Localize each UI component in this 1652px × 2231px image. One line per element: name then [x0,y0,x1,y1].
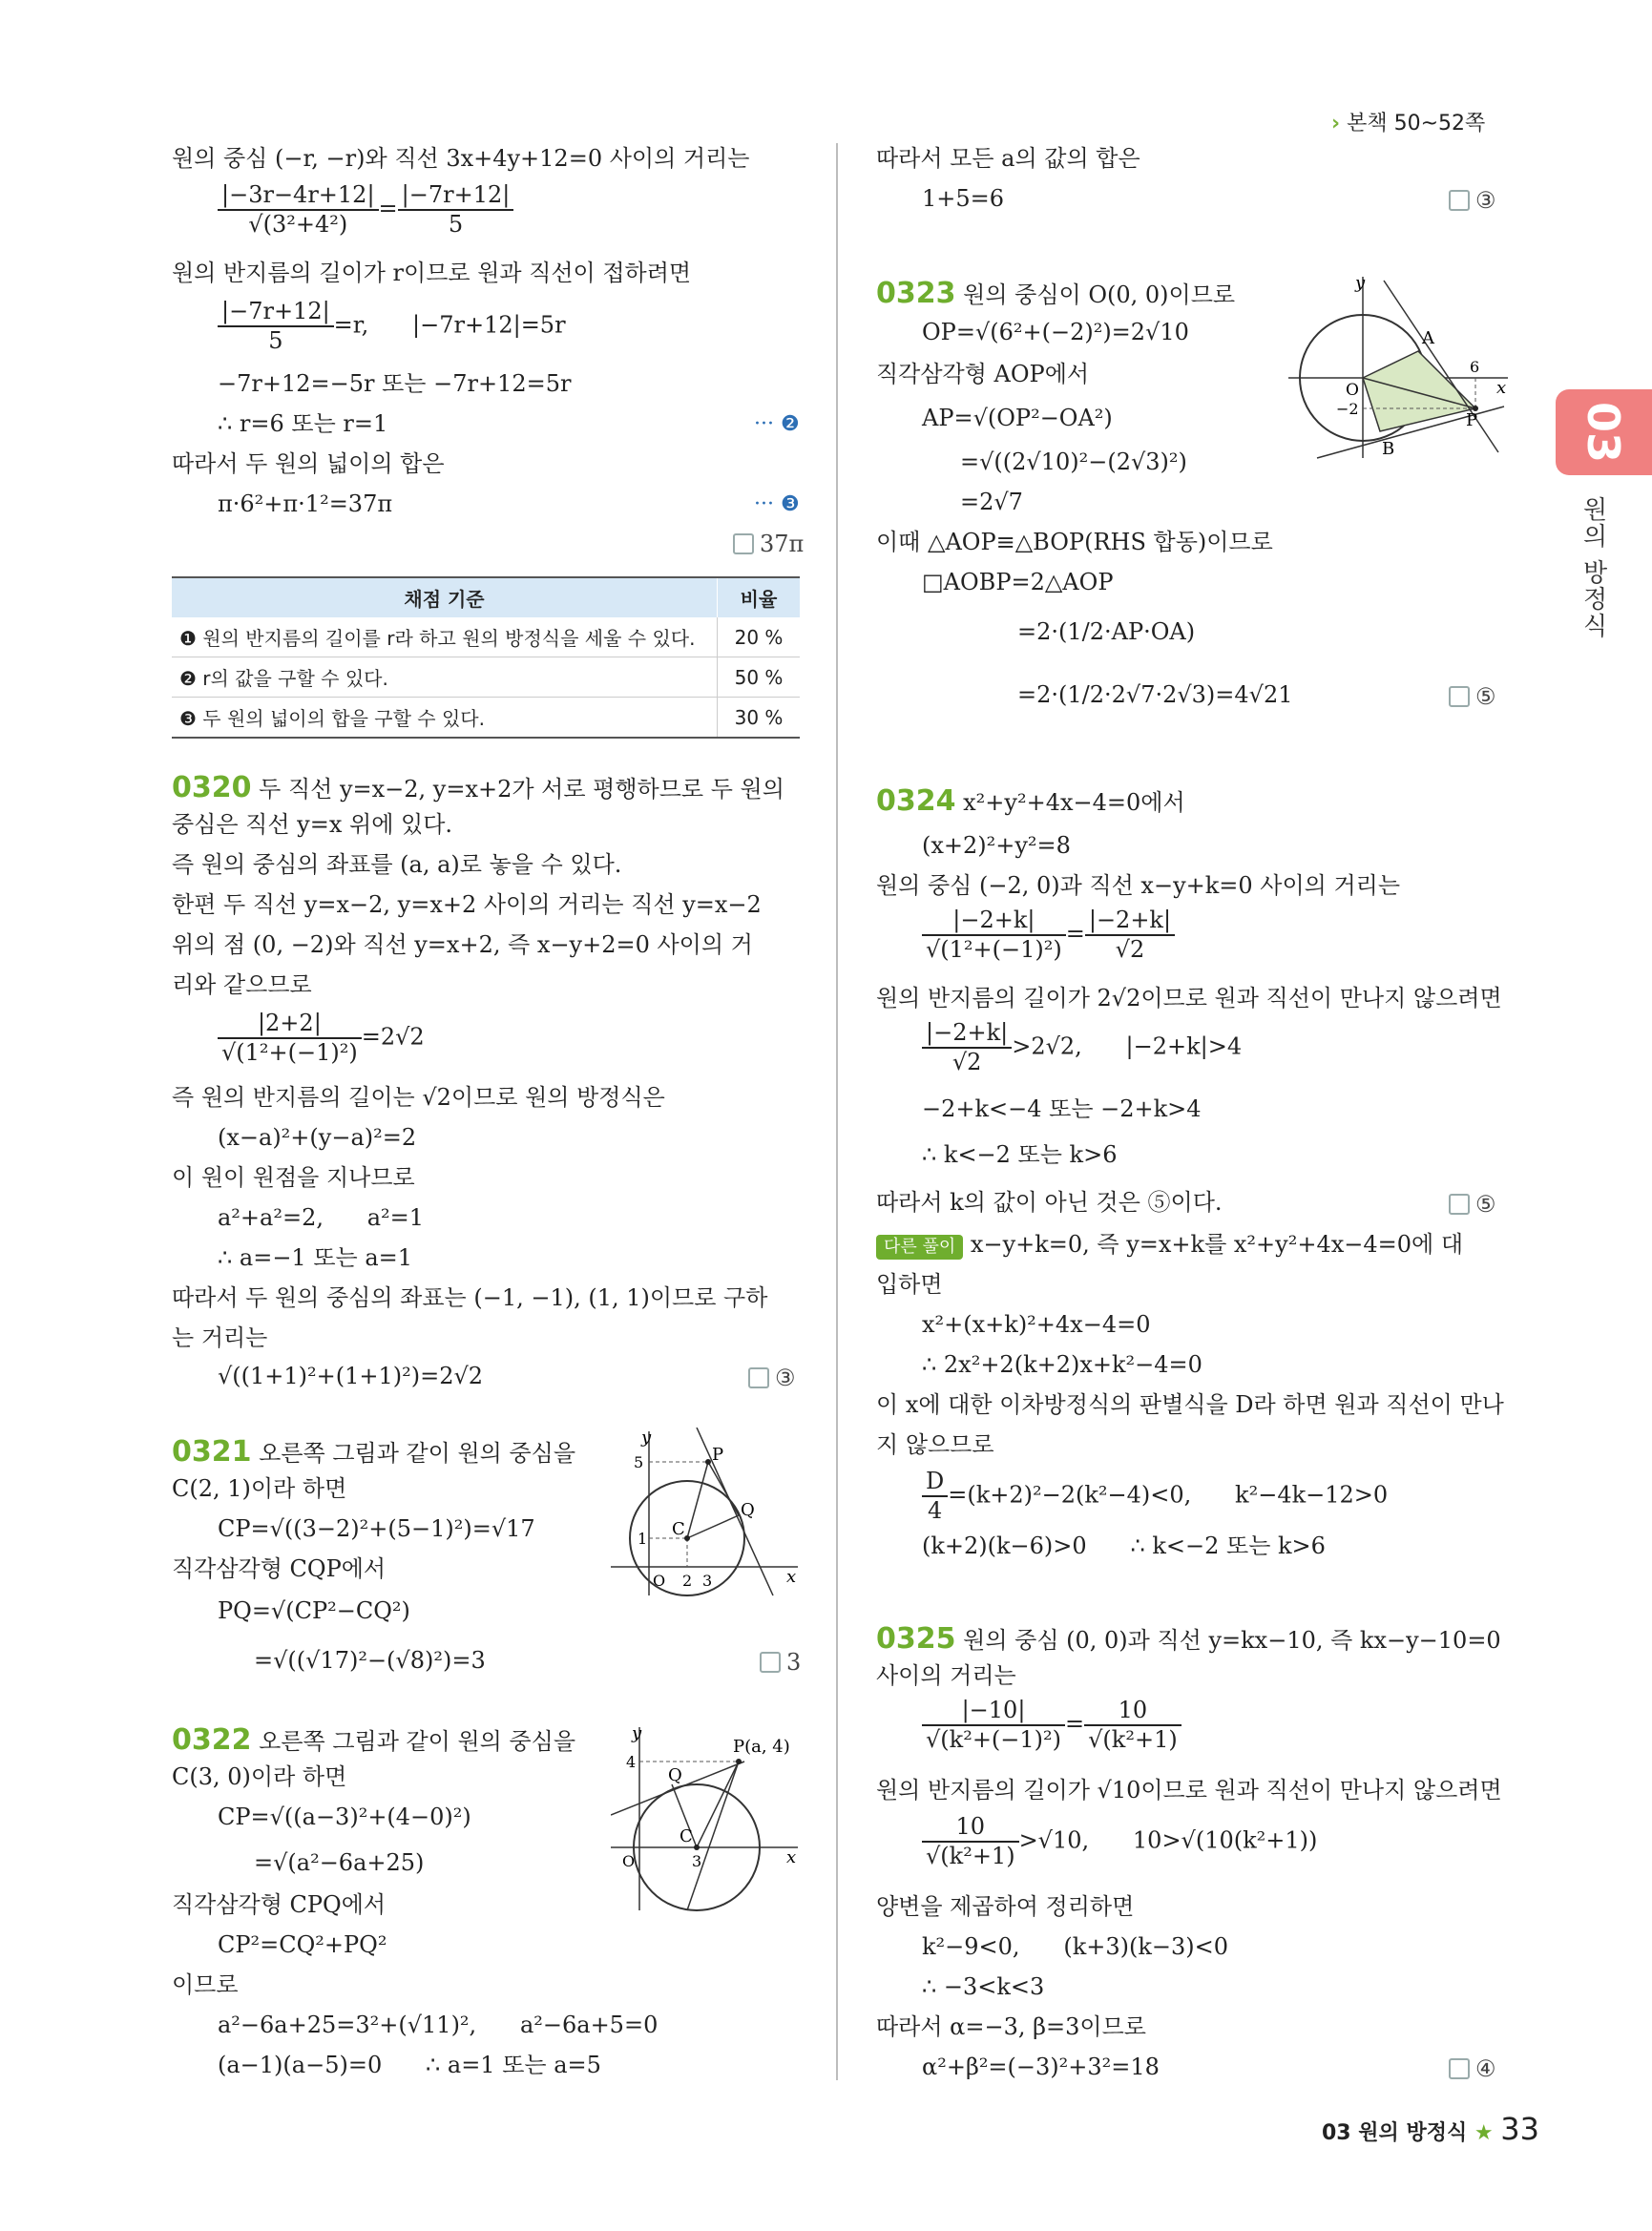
fraction: $\frac{|-7r+12|}{5}$ [218,298,334,355]
book-page-reference [1331,107,1485,136]
fraction: $\frac{|-2+k|}{\text{√(1²+(−1)²)}}$ [922,907,1066,964]
text-line: PQ=√(CP²−CQ²) [218,1597,410,1624]
text-line: =√((√17)²−(√8)²)=3 [254,1647,486,1674]
fraction: $\frac{10}{\text{√(k²+1)}}$ [1084,1697,1181,1754]
fraction: $\frac{10}{\text{√(k²+1)}}$ [922,1813,1019,1870]
text-line: 원의 중심 (−2, 0)과 직선 x−y+k=0 사이의 거리는 [876,872,1401,899]
axis-x-label: x [786,1567,797,1587]
text-line: 원의 중심 (−r, −r)와 직선 3x+4y+12=0 사이의 거리는 [172,145,750,172]
problem-0322: 0322 오른쪽 그림과 같이 원의 중심을 [172,1723,576,1757]
text-line: 따라서 모든 a의 값의 합은 [876,145,1140,172]
text-line: ∴ −3<k<3 [922,1973,1045,2000]
fraction: $\frac{|-7r+12|}{5}$ [398,181,514,239]
problem-0323: 0323 원의 중심이 O(0, 0)이므로 [876,277,1236,310]
text-line: ∴ r=6 또는 r=1 [218,410,388,437]
text-line: 직각삼각형 CPQ에서 [172,1891,387,1918]
problem-0320: 0320 두 직선 y=x−2, y=x+2가 서로 평행하므로 두 원의 [172,771,784,804]
point-label: P(a, 4) [733,1737,790,1757]
answer-icon [1449,1194,1470,1215]
page-reference-text: 본책 50~52쪽 [1347,112,1486,136]
point-label: Q [668,1765,682,1785]
text-line: =2·(1/2·2√7·2√3)=4√21 [1017,681,1293,708]
fraction-line: $\frac{10}{\text{√(k²+1)}}$ >√10, 10>√(10(k²+1)) [922,1813,1317,1870]
text-line: 한편 두 직선 y=x−2, y=x+2 사이의 거리는 직선 y=x−2 [172,891,762,918]
fraction-line: $\frac{|-2+k|}{\text{√(1²+(−1)²)}}$ = $\frac{|-2+k|}{√2}$ [922,907,1175,964]
text-line: =√((2√10)²−(2√3)²) [960,448,1187,475]
alternative-solution: 다른 풀이 x−y+k=0, 즉 y=x+k를 x²+y²+4x−4=0에 대 [876,1231,1463,1260]
point-label: A [1422,328,1434,348]
text-line: =2√7 [960,489,1023,515]
answer: ④ [1449,2055,1496,2083]
text-line: 사이의 거리는 [876,1662,1016,1689]
tick-label: 3 [702,1572,713,1590]
tick-label: 4 [626,1753,637,1771]
text-line: k²−9<0, (k+3)(k−3)<0 [922,1933,1228,1960]
tick-label: −2 [1336,400,1359,418]
text-line: 직각삼각형 AOP에서 [876,361,1090,387]
answer: ⑤ [1449,1191,1496,1219]
axis-x-label: x [1496,378,1507,398]
fraction-line: $\frac{|-10|}{\text{√(k²+(−1)²)}}$ = $\frac{10}{\text{√(k²+1)}}$ [922,1697,1181,1754]
chapter-title-vertical: 원의 방정식 [1579,496,1607,640]
text-line: (k+2)(k−6)>0 ∴ k<−2 또는 k>6 [922,1533,1326,1559]
problem-number: 0322 [172,1723,252,1757]
problem-number: 0321 [172,1435,252,1469]
point-label: P [712,1445,724,1465]
answer-icon [760,1652,781,1673]
point-label: P [1466,410,1478,430]
axis-y-label: y [1355,273,1366,293]
answer: 3 [760,1649,801,1677]
chapter-number: 03 [1578,401,1630,464]
axis-y-label: y [632,1723,642,1743]
text-line: 이 x에 대한 이차방정식의 판별식을 D라 하면 원과 직선이 만나 [876,1391,1504,1418]
text-line: 는 거리는 [172,1324,268,1351]
point-label: B [1382,439,1395,459]
fraction-line: $\frac{|2+2|}{\text{√(1²+(−1)²)}}$ =2√2 [218,1010,425,1067]
answer-icon [1449,686,1470,707]
text-line: x²+(x+k)²+4x−4=0 [922,1311,1151,1338]
problem-number: 0324 [876,784,956,818]
text-line: 따라서 k의 값이 아닌 것은 ⑤이다. [876,1189,1223,1216]
text-line: (a−1)(a−5)=0 ∴ a=1 또는 a=5 [218,2052,601,2078]
answer-icon [1449,2058,1470,2079]
figure-0323 [1288,271,1512,462]
table-row: ❶ 원의 반지름의 길이를 r라 하고 원의 방정식을 세울 수 있다. 20 % [172,617,800,657]
fraction-line: $\frac{D}{4}$ =(k+2)²−2(k²−4)<0, k²−4k−12>0 [922,1468,1388,1525]
text-line: ∴ 2x²+2(k+2)x+k²−4=0 [922,1351,1202,1378]
text-line: a²−6a+25=3²+(√11)², a²−6a+5=0 [218,2012,659,2038]
fraction-line: $\frac{|-2+k|}{√2}$ >2√2, |−2+k|>4 [922,1019,1242,1076]
text-line: (x+2)²+y²=8 [922,832,1071,859]
figure-0321 [611,1428,802,1599]
chevron-right-icon: › [1331,112,1341,136]
text-line: −7r+12=−5r 또는 −7r+12=5r [218,370,572,397]
answer-icon [748,1367,769,1388]
text-line: 1+5=6 [922,185,1005,212]
table-row: ❷ r의 값을 구할 수 있다. 50 % [172,657,800,698]
problem-0324: 0324 x²+y²+4x−4=0에서 [876,784,1185,818]
text-line: 양변을 제곱하여 정리하면 [876,1893,1135,1920]
figure-0322 [611,1723,802,1914]
text-line: 위의 점 (0, −2)와 직선 y=x+2, 즉 x−y+2=0 사이의 거 [172,931,753,958]
fraction: $\frac{D}{4}$ [922,1468,948,1525]
text-line: 원의 반지름의 길이가 2√2이므로 원과 직선이 만나지 않으려면 [876,985,1502,1011]
text-line: 중심은 직선 y=x 위에 있다. [172,811,453,838]
alternative-solution-badge: 다른 풀이 [876,1235,963,1260]
fraction: $\frac{|-2+k|}{√2}$ [1085,907,1175,964]
problem-0321: 0321 오른쪽 그림과 같이 원의 중심을 [172,1435,576,1469]
tick-label: 3 [692,1852,702,1870]
answer: 37π [733,531,804,558]
answer: ③ [1449,187,1496,215]
text-line: C(2, 1)이라 하면 [172,1475,347,1502]
text-line: AP=√(OP²−OA²) [922,405,1113,431]
page-number: 33 [1500,2111,1539,2147]
star-icon: ★ [1474,2121,1494,2145]
text-line: CP=√((a−3)²+(4−0)²) [218,1804,471,1830]
text-line: ∴ k<−2 또는 k>6 [922,1141,1118,1168]
column-divider [836,143,838,2080]
fraction-line: $\frac{|-7r+12|}{5}$ =r, |−7r+12|=5r [218,298,566,355]
text-line: 따라서 두 원의 넓이의 합은 [172,450,445,477]
rubric-header-criteria: 채점 기준 [172,577,718,617]
tick-label: 1 [638,1530,648,1548]
text-line: 리와 같으므로 [172,971,312,998]
text-line: =2·(1/2·AP·OA) [1017,618,1196,645]
text-line: OP=√(6²+(−2)²)=2√10 [922,319,1189,345]
text-line: π·6²+π·1²=37π [218,490,393,517]
text-line: 직각삼각형 CQP에서 [172,1555,387,1582]
text-line: C(3, 0)이라 하면 [172,1763,347,1790]
footer-chapter: 03 원의 방정식 [1322,2121,1468,2145]
text-line: ∴ a=−1 또는 a=1 [218,1244,413,1271]
fraction: $\frac{|-2+k|}{√2}$ [922,1019,1012,1076]
step-marker: ··· ❷ [754,412,800,436]
answer-icon [733,533,754,554]
text-line: 이때 △AOP≡△BOP(RHS 합동)이므로 [876,529,1273,555]
point-label: C [680,1826,693,1846]
axis-x-label: x [786,1847,797,1867]
fraction-line: $\frac{|-3r-4r+12|}{\text{√(3²+4²)}}$ = $\frac{|-7r+12|}{5}$ [218,181,513,239]
answer: ⑤ [1449,683,1496,711]
tick-label: 6 [1470,358,1480,376]
problem-number: 0320 [172,771,252,804]
grading-rubric-table [172,576,800,739]
tick-label: O [622,1852,636,1870]
problem-number: 0325 [876,1622,956,1656]
axis-y-label: y [641,1428,652,1448]
problem-0325: 0325 원의 중심 (0, 0)과 직선 y=kx−10, 즉 kx−y−10=0 [876,1622,1501,1656]
text-line: 원의 반지름의 길이가 √10이므로 원과 직선이 만나지 않으려면 [876,1777,1502,1804]
tick-label: O [653,1572,666,1590]
text-line: CP²=CQ²+PQ² [218,1931,387,1958]
table-row: ❸ 두 원의 넓이의 합을 구할 수 있다. 30 % [172,698,800,739]
text-line: 즉 원의 중심의 좌표를 (a, a)로 놓을 수 있다. [172,851,622,878]
text-line: 따라서 두 원의 중심의 좌표는 (−1, −1), (1, 1)이므로 구하 [172,1284,768,1311]
tick-label: 5 [634,1453,644,1471]
text-line: 원의 반지름의 길이가 r이므로 원과 직선이 접하려면 [172,260,692,286]
answer-icon [1449,190,1470,211]
point-label: O [1346,381,1359,400]
text-line: (x−a)²+(y−a)²=2 [218,1124,417,1151]
text-line: =√(a²−6a+25) [254,1849,425,1876]
step-marker: ··· ❸ [754,492,800,516]
point-label: C [672,1519,685,1539]
text-line: α²+β²=(−3)²+3²=18 [922,2054,1160,2080]
tick-label: 2 [682,1572,693,1590]
problem-number: 0323 [876,277,956,310]
fraction: $\frac{|2+2|}{\text{√(1²+(−1)²)}}$ [218,1010,362,1067]
page-footer [1322,2111,1539,2147]
text-line: □AOBP=2△AOP [922,569,1114,595]
text-line: −2+k<−4 또는 −2+k>4 [922,1095,1202,1122]
text-line: 지 않으므로 [876,1431,994,1458]
text-line: a²+a²=2, a²=1 [218,1204,425,1231]
chapter-tab [1556,389,1652,475]
text-line: √((1+1)²+(1+1)²)=2√2 [218,1363,484,1389]
fraction: $\frac{|-3r-4r+12|}{\text{√(3²+4²)}}$ [218,181,379,239]
rubric-header-ratio: 비율 [718,577,801,617]
text-line: 따라서 α=−3, β=3이므로 [876,2013,1146,2040]
text-line: 이므로 [172,1971,239,1998]
text-line: 즉 원의 반지름의 길이는 √2이므로 원의 방정식은 [172,1084,665,1111]
answer: ③ [748,1365,796,1392]
fraction: $\frac{|-10|}{\text{√(k²+(−1)²)}}$ [922,1697,1065,1754]
point-label: Q [741,1500,755,1520]
text-line: 이 원이 원점을 지나므로 [172,1164,415,1191]
text-line: CP=√((3−2)²+(5−1)²)=√17 [218,1515,535,1542]
text-line: 입하면 [876,1271,943,1298]
